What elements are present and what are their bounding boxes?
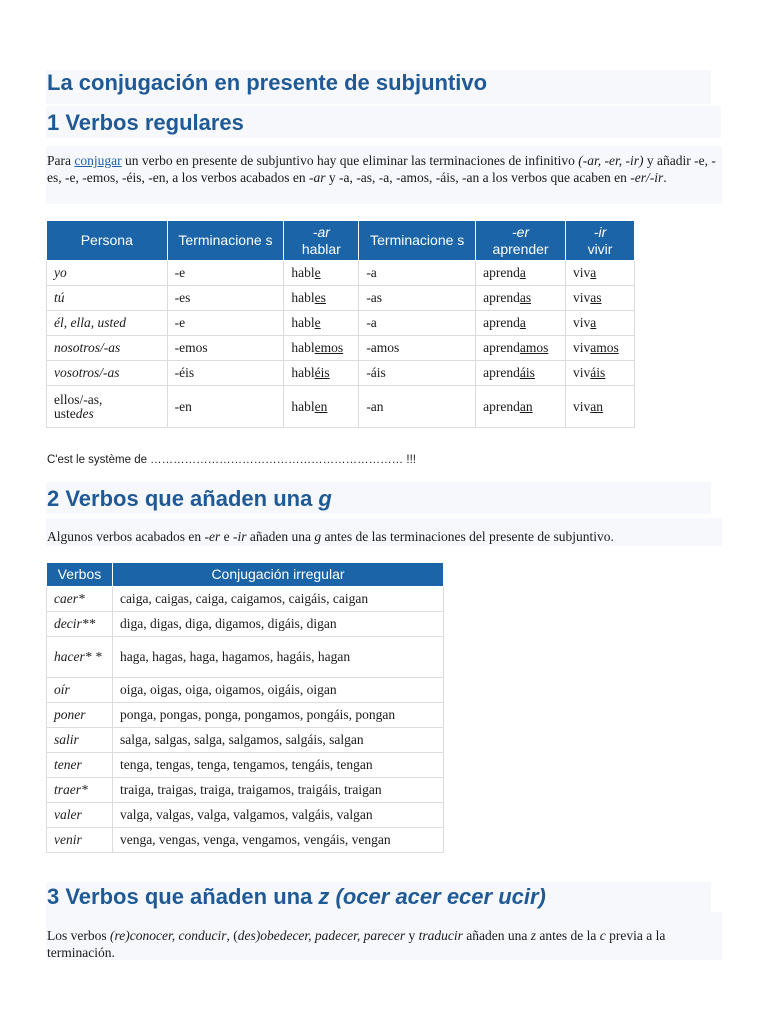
- header-ir: -ir vivir: [566, 221, 635, 261]
- table-row: ellos/-as, ustedes -en hablen -an aprendan vivan: [47, 386, 635, 428]
- table-row: traer* traiga, traigas, traiga, traigamos, traigáis, traigan: [47, 778, 444, 803]
- table-row: salir salga, salgas, salga, salgamos, salgáis, salgan: [47, 728, 444, 753]
- conjugar-link[interactable]: conjugar: [74, 153, 122, 168]
- fill-in-note: C'est le système de ………………………………………………………… !!!: [47, 454, 416, 466]
- table-header-row: [47, 563, 444, 587]
- table-row: caer* caiga, caigas, caiga, caigamos, caigáis, caigan: [47, 587, 444, 612]
- section-3-paragraph: Los verbos (re)conocer, conducir, (des)obedecer, padecer, parecer y traducir añaden una z antes de la c previa a la terminación.: [47, 928, 666, 960]
- regular-verbs-table: [46, 220, 635, 428]
- header-conjugacion: Conjugación irregular: [112, 563, 443, 587]
- table-row: hacer* * haga, hagas, haga, hagamos, hagáis, hagan: [47, 637, 444, 678]
- page-title: La conjugación en presente de subjuntivo: [47, 70, 488, 95]
- header-persona: Persona: [47, 221, 168, 261]
- section-1-paragraph: Para conjugar un verbo en presente de subjuntivo hay que eliminar las terminaciones de infinitivo (-ar, -er, -ir) y añadir -e, -es, -e, -emos, -éis, -en, a los verbos acabados en -ar y -a, -as, -a, -amos, -áis, -an a los verbos que acaben en -er/-ir.: [47, 153, 716, 185]
- table-row: poner ponga, pongas, ponga, pongamos, pongáis, pongan: [47, 703, 444, 728]
- table-row: tú -es hables -as aprendas vivas: [47, 286, 635, 311]
- table-row: nosotros/-as -emos hablemos -amos aprendamos vivamos: [47, 336, 635, 361]
- header-verbos: Verbos: [47, 563, 113, 587]
- section-3-heading: 3 Verbos que añaden una z (ocer acer ecer ucir): [47, 884, 546, 909]
- table-row: tener tenga, tengas, tenga, tengamos, tengáis, tengan: [47, 753, 444, 778]
- table-row: vosotros/-as -éis habléis -áis aprendáis viváis: [47, 361, 635, 386]
- section-2-paragraph: Algunos verbos acabados en -er e -ir añaden una g antes de las terminaciones del presente de subjuntivo.: [47, 529, 614, 544]
- section-1-heading: 1 Verbos regulares: [47, 110, 244, 135]
- header-ar: -ar hablar: [284, 221, 359, 261]
- table-row: venir venga, vengas, venga, vengamos, vengáis, vengan: [47, 828, 444, 853]
- table-row: valer valga, valgas, valga, valgamos, valgáis, valgan: [47, 803, 444, 828]
- table-row: él, ella, usted -e hable -a aprenda viva: [47, 311, 635, 336]
- header-terminaciones-er-ir: Terminacione s: [359, 221, 476, 261]
- header-er: -er aprender: [476, 221, 566, 261]
- table-header-row: [47, 221, 635, 261]
- table-row: yo -e hable -a aprenda viva: [47, 261, 635, 286]
- table-row: decir** diga, digas, diga, digamos, digáis, digan: [47, 612, 444, 637]
- header-terminaciones-ar: Terminacione s: [167, 221, 284, 261]
- irregular-g-verbs-table: [46, 562, 444, 853]
- table-row: oír oiga, oigas, oiga, oigamos, oigáis, oigan: [47, 678, 444, 703]
- section-2-heading: 2 Verbos que añaden una g: [47, 486, 332, 511]
